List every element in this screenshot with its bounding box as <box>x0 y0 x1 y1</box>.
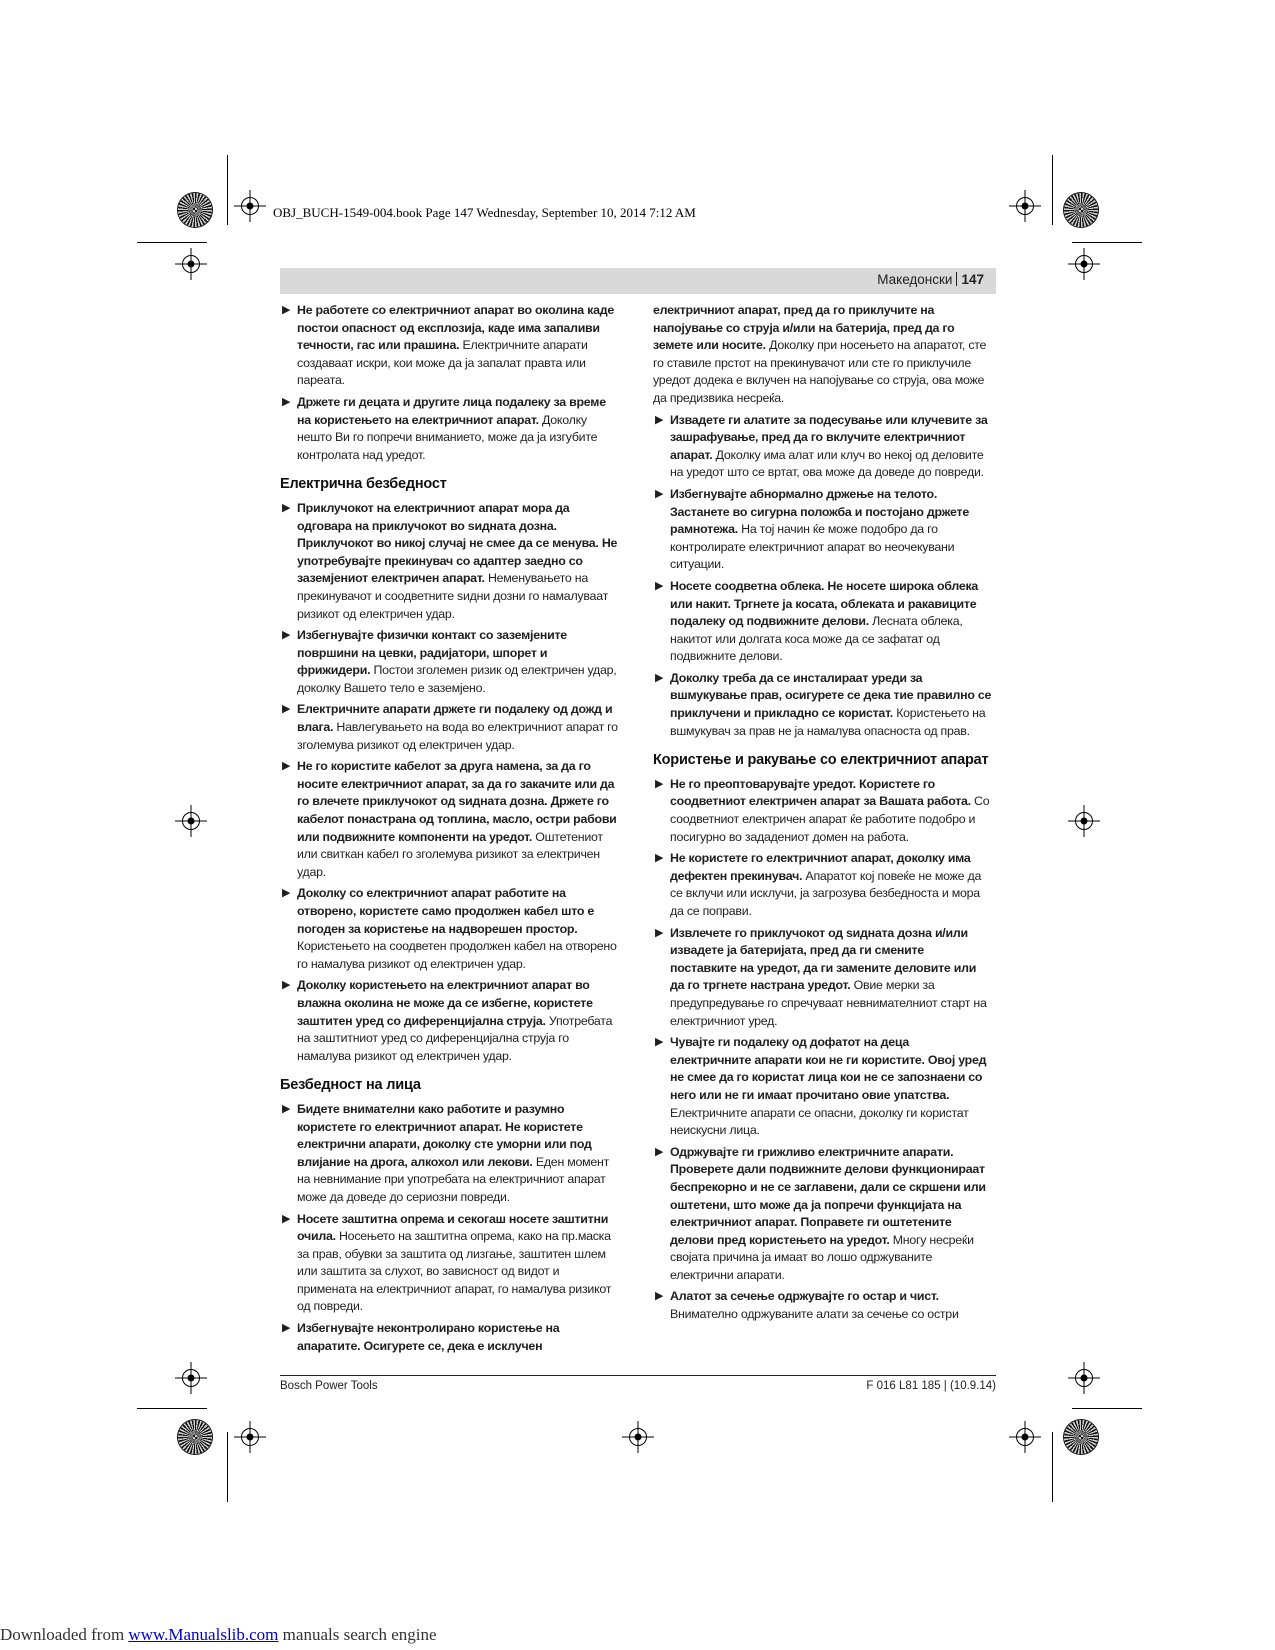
instruction-bold-text: Доколку користењето на електричниот апарат во влажна околина не може да се избегне, користете заштитен уред со диференцијална струја. <box>297 978 593 1028</box>
instruction-bold-text: Доколку со електричниот апарат работите на отворено, користете само продолжен кабел што е погоден за користење на надворешен простор. <box>297 886 595 936</box>
color-registration-icon <box>178 1420 212 1454</box>
header-language: Македонски <box>877 272 953 287</box>
instruction-explanation-text: Апаратот кој повеќе не може да се вклучи или исклучи, ја загрозува безбедноста и мора да се поправи. <box>670 868 982 918</box>
instruction-bold-text: електричниот апарат, пред да го приклучите на напојување со струја и/или на батерија, пред да го земете или носите. <box>653 303 955 353</box>
safety-instruction <box>280 302 620 390</box>
bullet-triangle-icon: ▶ <box>282 979 291 992</box>
safety-instruction <box>653 1288 993 1323</box>
instruction-bold-text: Доколку треба да се инсталираат уреди за вшмукување прав, осигурете се дека тие правилно се приклучени и прикладно се користат. <box>670 670 992 721</box>
section-heading: Користење и ракување со електричниот апарат <box>653 752 989 769</box>
bullet-triangle-icon: ▶ <box>655 487 664 500</box>
registration-mark <box>629 1428 647 1446</box>
instruction-explanation-text: Постои зголемен ризик од електричен удар, доколку Вашето тело е заземјено. <box>297 663 617 695</box>
instruction-bold-text: Избегнувајте физички контакт со заземјените површини на цевки, радијатори, шпорет и фрижидери. <box>297 628 567 678</box>
bullet-triangle-icon: ▶ <box>655 1145 664 1158</box>
bullet-triangle-icon: ▶ <box>655 852 664 865</box>
bullet-triangle-icon: ▶ <box>282 629 291 642</box>
page-header <box>280 268 996 294</box>
instruction-bold-text: Извлечете го приклучокот од ѕидната дозна и/или извадете ја батеријата, пред да ги смените поставките на уредот, да ги замените деловите или да го тргнете настрана уредот. <box>670 925 977 993</box>
bullet-triangle-icon: ▶ <box>282 304 291 316</box>
safety-instruction <box>280 701 620 754</box>
safety-instruction <box>280 627 620 697</box>
crop-line <box>1072 242 1142 243</box>
registration-mark <box>1075 255 1093 273</box>
header-separator <box>956 272 957 286</box>
right-column <box>653 302 993 1328</box>
footer-rule <box>280 1375 996 1376</box>
safety-instruction <box>280 500 620 623</box>
download-suffix: manuals search engine <box>278 1625 437 1644</box>
instruction-explanation-text: Доколку нешто Ви го попречи вниманието, може да ја изгубите контролата над уредот. <box>297 412 598 462</box>
manualslib-link[interactable]: www.Manualslib.com <box>128 1625 279 1644</box>
instruction-explanation-text: Електричните апарати се опасни, доколку ги користат неискусни лица. <box>670 1105 969 1138</box>
bullet-triangle-icon: ▶ <box>282 395 291 408</box>
crop-line <box>227 155 228 225</box>
instruction-bold-text: Не работете со електричниот апарат во околина каде постои опасност од експлозија, каде има запаливи течности, гас или прашина. <box>297 303 614 353</box>
bullet-triangle-icon: ▶ <box>282 1212 291 1225</box>
registration-mark <box>241 197 259 215</box>
safety-instruction <box>653 776 993 846</box>
safety-instruction <box>653 1034 993 1140</box>
instruction-explanation-text: Употребата на заштитниот уред со диференцијална струја го намалува ризикот од електричен удар. <box>297 1013 613 1063</box>
safety-instruction <box>653 486 993 574</box>
left-column <box>280 302 620 1359</box>
header-label <box>877 272 984 287</box>
instruction-bold-text: Не користете го електричниот апарат, доколку има дефектен прекинувач. <box>670 851 971 883</box>
instruction-explanation-text: Доколку при носењето на апаратот, сте го ставиле прстот на прекинувачот или сте го приклучиле уредот додека е вклучен на напојување со струја, ова може да предизвика несреќа. <box>653 338 987 405</box>
color-registration-icon <box>1064 1420 1098 1454</box>
bullet-triangle-icon: ▶ <box>655 413 664 426</box>
bullet-triangle-icon: ▶ <box>282 1322 291 1335</box>
page-number: 147 <box>961 272 984 287</box>
instruction-explanation-text: Користењето на соодветен продолжен кабел на отворено го намалува ризикот од електричен удар. <box>297 939 617 971</box>
instruction-bold-text: Држете ги децата и другите лица подалеку за време на користењето на електричниот апарат. <box>297 394 606 427</box>
crop-line <box>1052 1432 1053 1502</box>
registration-mark <box>1075 1369 1093 1387</box>
download-note <box>0 1625 437 1645</box>
crop-line <box>137 1408 207 1409</box>
bullet-triangle-icon: ▶ <box>655 1036 664 1049</box>
instruction-explanation-text: Овие мерки за предупредување го спречуваат невнимателниот старт на електричниот уред. <box>670 978 987 1028</box>
instruction-explanation-text: Доколку има алат или клуч во некој од деловите на уредот што се вртат, ова може да доведе до повреди. <box>670 447 984 480</box>
safety-instruction <box>653 578 993 666</box>
section-heading: Електрична безбедност <box>280 476 447 493</box>
color-registration-icon <box>1064 193 1098 227</box>
safety-instruction <box>280 885 620 973</box>
safety-instruction <box>653 670 993 740</box>
color-registration-icon <box>178 193 212 227</box>
registration-mark <box>182 255 200 273</box>
crop-line <box>227 1432 228 1502</box>
bullet-triangle-icon: ▶ <box>282 887 291 900</box>
instruction-explanation-text: Оштетениот или свиткан кабел го зголемува ризикот за електричен удар. <box>297 829 603 879</box>
instruction-explanation-text: Користењето на вшмукувач за прав не ја намалува опасноста од прав. <box>670 706 986 738</box>
instruction-explanation-text: Носењето на заштитна опрема, како на пр.маска за прав, обувки за заштита од лизгање, заштитен шлем или заштита за слухот, во зависност од видот и примената на електричниот апарат, го намалува ризикот од повреди. <box>297 1229 612 1314</box>
bullet-triangle-icon: ▶ <box>282 1102 291 1115</box>
registration-mark <box>1016 197 1034 215</box>
safety-instruction <box>653 412 993 482</box>
safety-instruction-continued <box>653 302 993 408</box>
bullet-triangle-icon: ▶ <box>655 777 664 790</box>
instruction-explanation-text: Внимателно одржуваните алати за сечење со остри <box>670 1307 959 1322</box>
safety-instruction <box>280 758 620 881</box>
instruction-bold-text: Не го користите кабелот за друга намена, за да го носите електричниот апарат, за да го закачите или да го влечете приклучокот од ѕидната дозна. Држете го кабелот понастрана од топлина, масло, остри рабови или подвижните компоненти на уредот. <box>297 759 617 844</box>
section-heading: Безбедност на лица <box>280 1077 421 1094</box>
instruction-bold-text: Носете соодветна облека. Не носете широка облека или накит. Тргнете ја косата, облеката и ракавиците подалеку од подвижните делови. <box>670 578 979 629</box>
instruction-bold-text: Приклучокот на електричниот апарат мора да одговара на приклучокот во ѕидната дозна. Приклучокот во никој случај не смее да се менува. Не употребувајте прекинувач со адаптер заедно со заземјениот електричен апарат. <box>297 500 618 586</box>
safety-instruction <box>280 394 620 464</box>
bullet-triangle-icon: ▶ <box>655 671 664 684</box>
registration-mark <box>1075 812 1093 830</box>
safety-instruction <box>653 1144 993 1285</box>
instruction-bold-text: Чувајте ги подалеку од дофатот на деца електричните апарати кои не ги користите. Овој уред не смее да го користат лица кои не се запознаени со него или не ги имаат прочитано овие упатства. <box>670 1035 987 1102</box>
registration-mark <box>182 1369 200 1387</box>
registration-mark <box>1016 1428 1034 1446</box>
safety-instruction <box>280 1320 620 1355</box>
instruction-bold-text: Алатот за сечење одржувајте го остар и чист. <box>670 1289 939 1304</box>
instruction-explanation-text: Лесната облека, накитот или долгата коса може да се зафатат од подвижните делови. <box>670 614 963 664</box>
safety-instruction <box>280 977 620 1065</box>
bullet-triangle-icon: ▶ <box>282 760 291 773</box>
instruction-bold-text: Бидете внимателни како работите и разумно користете го електричниот апарат. Не користете електрични апарати, доколку сте уморни или под влијание на дрога, алкохол или лекови. <box>297 1101 592 1169</box>
instruction-explanation-text: Многу несреќи својата причина ја имаат во лошо одржуваните електрични апарати. <box>670 1232 974 1282</box>
crop-line <box>137 242 207 243</box>
bullet-triangle-icon: ▶ <box>655 579 664 592</box>
bullet-triangle-icon: ▶ <box>282 703 291 716</box>
safety-instruction <box>280 1101 620 1207</box>
download-prefix: Downloaded from <box>0 1625 129 1644</box>
instruction-bold-text: Електричните апарати држете ги подалеку од дожд и влага. <box>297 702 613 735</box>
instruction-bold-text: Извадете ги алатите за подесување или клучевите за зашрафување, пред да го вклучите електричниот апарат. <box>670 412 988 462</box>
instruction-explanation-text: Електричните апарати создаваат искри, кои може да ја запалат правта или пареата. <box>297 338 588 388</box>
instruction-explanation-text: Навлегувањето на вода во електричниот апарат го зголемува ризикот од електричен удар. <box>297 720 618 752</box>
safety-instruction <box>280 1211 620 1317</box>
footer-brand: Bosch Power Tools <box>280 1380 378 1392</box>
instruction-bold-text: Не го преоптоварувајте уредот. Користете го соодветниот електричен апарат за Вашата работа. <box>670 776 971 809</box>
instruction-bold-text: Избегнувајте абнормално држење на телото. Застанете во сигурна положба и постојано држете рамнотежа. <box>670 486 969 537</box>
instruction-explanation-text: Еден момент на невнимание при употребата на електричниот апарат може да доведе до сериозни повреди. <box>297 1154 610 1204</box>
bullet-triangle-icon: ▶ <box>655 1290 664 1303</box>
safety-instruction <box>653 925 993 1031</box>
instruction-bold-text: Избегнувајте неконтролирано користење на апаратите. Осигурете се, дека е исклучен <box>297 1321 560 1353</box>
bullet-triangle-icon: ▶ <box>655 926 664 939</box>
registration-mark <box>182 812 200 830</box>
footer-doc-code: F 016 L81 185 | (10.9.14) <box>866 1380 996 1392</box>
registration-mark <box>241 1428 259 1446</box>
instruction-explanation-text: На тој начин ќе може подобро да го контролирате електричниот апарат во неочекувани ситуации. <box>670 522 955 572</box>
bullet-triangle-icon: ▶ <box>282 501 291 514</box>
instruction-bold-text: Одржувајте ги грижливо електричните апарати. Проверете дали подвижните делови функционираат беспрекорно и не се заглавени, дали се скршени или оштетени, што може да ја попречи функцијата на електричниот апарат. Поправете ги оштетените делови пред користењето на уредот. <box>670 1144 986 1247</box>
crop-line <box>1072 1408 1142 1409</box>
safety-instruction <box>653 850 993 920</box>
instruction-explanation-text: Неменувањето на прекинувачот и соодветните ѕидни дозни го намалуваат ризикот од електричен удар. <box>297 571 608 621</box>
instruction-explanation-text: Со соодветниот електричен апарат ќе работите подобро и посигурно во зададениот домен на работа. <box>670 794 990 844</box>
book-info-line: OBJ_BUCH-1549-004.book Page 147 Wednesday, September 10, 2014 7:12 AM <box>273 205 696 220</box>
instruction-bold-text: Носете заштитна опрема и секогаш носете заштитни очила. <box>297 1211 609 1244</box>
crop-line <box>1052 155 1053 225</box>
